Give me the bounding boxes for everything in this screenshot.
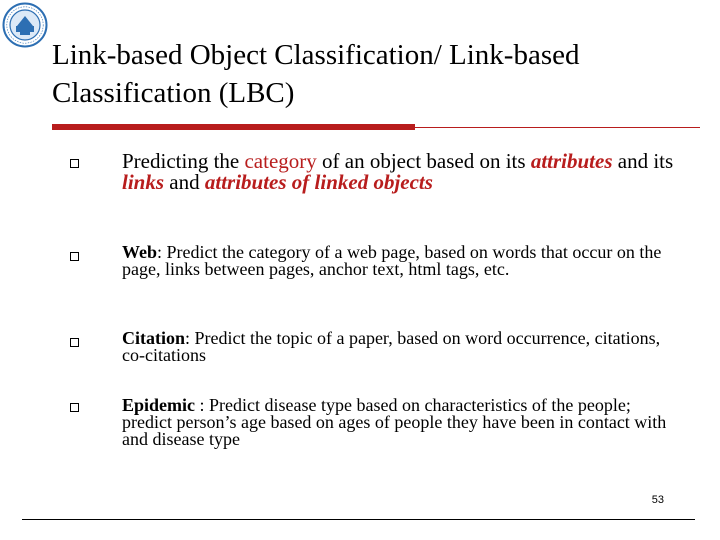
bullet-text: Predicting the category of an object based on its attributes and its links and attributes of linked objects bbox=[122, 149, 674, 194]
university-seal-icon bbox=[2, 2, 48, 48]
square-bullet-icon bbox=[70, 159, 79, 168]
square-bullet-icon bbox=[70, 403, 79, 412]
bullet-text: Web: Predict the category of a web page, based on words that occur on the page, links between pages, anchor text, html tags, etc. bbox=[122, 242, 662, 279]
footer-rule bbox=[22, 519, 695, 520]
bullet-text: Citation: Predict the topic of a paper, based on word occurrence, citations, co-citations bbox=[122, 328, 661, 365]
bullet-text: Epidemic : Predict disease type based on characteristics of the people; predict person’s age based on ages of people they have been in contact with and disease type bbox=[122, 395, 667, 449]
title-underline bbox=[52, 122, 700, 130]
square-bullet-icon bbox=[70, 338, 79, 347]
page-number: 53 bbox=[651, 494, 664, 506]
slide-title: Link-based Object Classification/ Link-based Classification (LBC) bbox=[52, 39, 580, 109]
square-bullet-icon bbox=[70, 252, 79, 261]
